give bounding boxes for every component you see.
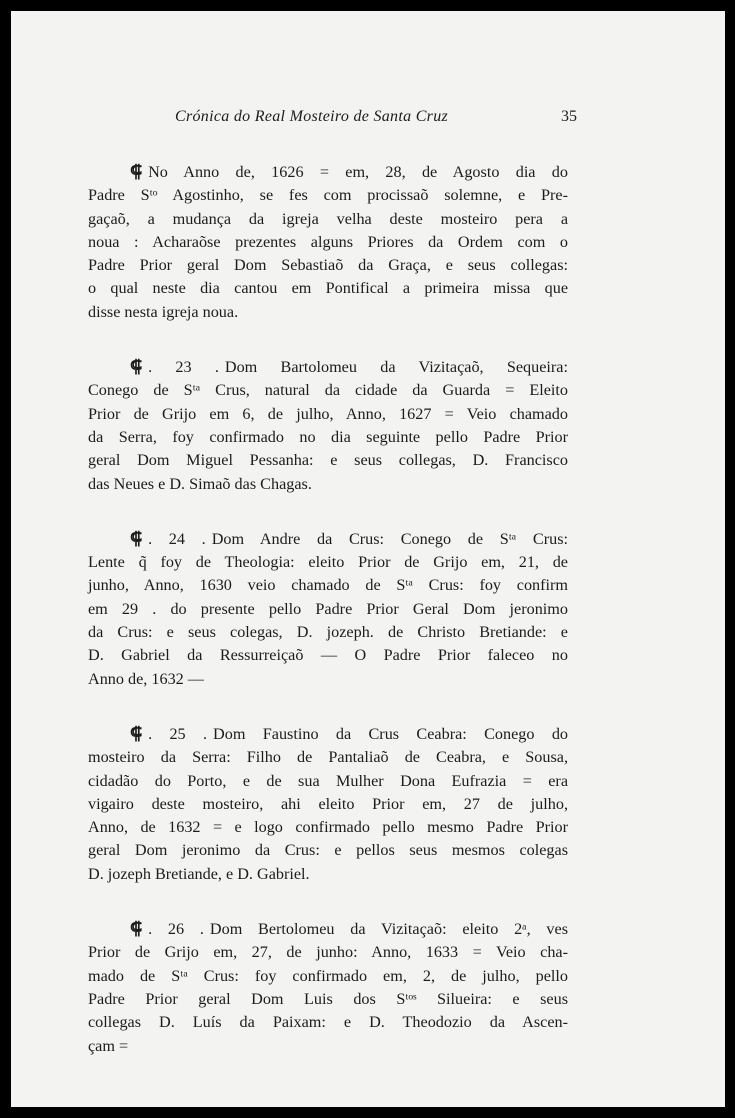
text-line: gaçaõ, a mudança da igreja velha deste mosteiro pera a: [88, 209, 568, 228]
text-line: Prior de Grijo em 6, de julho, Anno, 1627 = Veio chamado: [88, 404, 568, 423]
entry-number: . 26 .: [148, 920, 204, 939]
text-line: ⸿ . 24 . Dom Andre da Crus: Conego de Sᵗᵃ Crus:: [130, 528, 568, 549]
entry-number: . 24 .: [148, 529, 206, 548]
text-line: das Neues e D. Simaõ das Chagas.: [88, 474, 312, 493]
pilcrow-mark: ⸿: [130, 357, 143, 378]
text-line: mado de Sᵗᵃ Crus: foy confirmado em, 2, de julho, pello: [88, 966, 568, 985]
text-line: ⸿ No Anno de, 1626 = em, 28, de Agosto dia do: [130, 162, 568, 182]
text-line: o qual neste dia cantou em Pontifical a primeira missa que: [88, 279, 568, 298]
body-text: [88, 161, 568, 1090]
text-line: Conego de Sᵗᵃ Crus, natural da cidade da Guarda = Eleito: [88, 381, 568, 400]
text-line: geral Dom Miguel Pessanha: e seus collegas, D. Francisco: [88, 451, 568, 470]
entry-23: [88, 356, 568, 496]
text-line: ⸿ . 23 . Dom Bartolomeu da Vizitaçaõ, Sequeira:: [130, 357, 568, 378]
scanned-page: [11, 11, 725, 1107]
text-line: junho, Anno, 1630 veio chamado de Sᵗᵃ Crus: foy confirm: [88, 576, 568, 595]
text-line: collegas D. Luís da Paixam: e D. Theodozio da Ascen-: [88, 1013, 568, 1032]
text-line: Anno, de 1632 = e logo confirmado pello mesmo Padre Prior: [88, 818, 568, 837]
text-line: Padre Prior geral Dom Luis dos Sᵗᵒˢ Silueira: e seus: [88, 989, 568, 1008]
text-line: geral Dom jeronimo da Crus: e pellos seus mesmos colegas: [88, 841, 568, 860]
pilcrow-mark: ⸿: [130, 723, 143, 744]
pilcrow-mark: ⸿: [130, 919, 143, 940]
entry-intro: [88, 161, 568, 324]
pilcrow-mark: ⸿: [130, 162, 143, 182]
text-line: çam =: [88, 1036, 129, 1055]
pilcrow-mark: ⸿: [130, 528, 143, 549]
text-line: ⸿ . 26 . Dom Bertolomeu da Vizitaçaõ: eleito 2ᵃ, ves: [130, 919, 568, 940]
entry-number: . 25 .: [148, 724, 208, 743]
entry-25: [88, 723, 568, 886]
text-line: em 29 . do presente pello Padre Prior Geral Dom jeronimo: [88, 599, 568, 618]
text-line: Lente q̃ foy de Theologia: eleito Prior de Grijo em, 21, de: [88, 553, 568, 572]
entry-24: [88, 528, 568, 691]
text-line: cidadão do Porto, e de sua Mulher Dona Eufrazia = era: [88, 771, 568, 790]
text-line: da Crus: e seus colegas, D. jozeph. de Christo Bretiande: e: [88, 623, 568, 642]
text-line: Prior de Grijo em, 27, de junho: Anno, 1633 = Veio cha-: [88, 943, 568, 962]
text-line: D. jozeph Bretiande, e D. Gabriel.: [88, 864, 310, 883]
page-header: [11, 108, 725, 132]
text-line: ⸿ . 25 . Dom Faustino da Crus Ceabra: Conego do: [130, 723, 569, 744]
entry-26: [88, 918, 568, 1058]
text-line: Padre Prior geral Dom Sebastiaõ da Graça, e seus collegas:: [88, 256, 568, 275]
page-number: 35: [561, 108, 577, 125]
text-line: Padre Sᵗᵒ Agostinho, se fes com procissaõ solemne, e Pre-: [88, 186, 568, 205]
text-line: vigairo deste mosteiro, ahi eleito Prior em, 27 de julho,: [88, 794, 568, 813]
text-line: da Serra, foy confirmado no dia seguinte pello Padre Prior: [88, 427, 568, 446]
entry-number: . 23 .: [148, 358, 219, 377]
text-line: Anno de, 1632 —: [88, 669, 204, 688]
text-line: D. Gabriel da Ressurreiçaõ — O Padre Prior faleceo no: [88, 646, 568, 665]
running-title: Crónica do Real Mosteiro de Santa Cruz: [175, 108, 449, 125]
text-line: disse nesta igreja noua.: [88, 302, 239, 321]
text-line: mosteiro da Serra: Filho de Pantaliaõ de Ceabra, e Sousa,: [88, 748, 568, 767]
text-line: noua : Acharaõse prezentes alguns Priores da Ordem com o: [88, 232, 568, 251]
